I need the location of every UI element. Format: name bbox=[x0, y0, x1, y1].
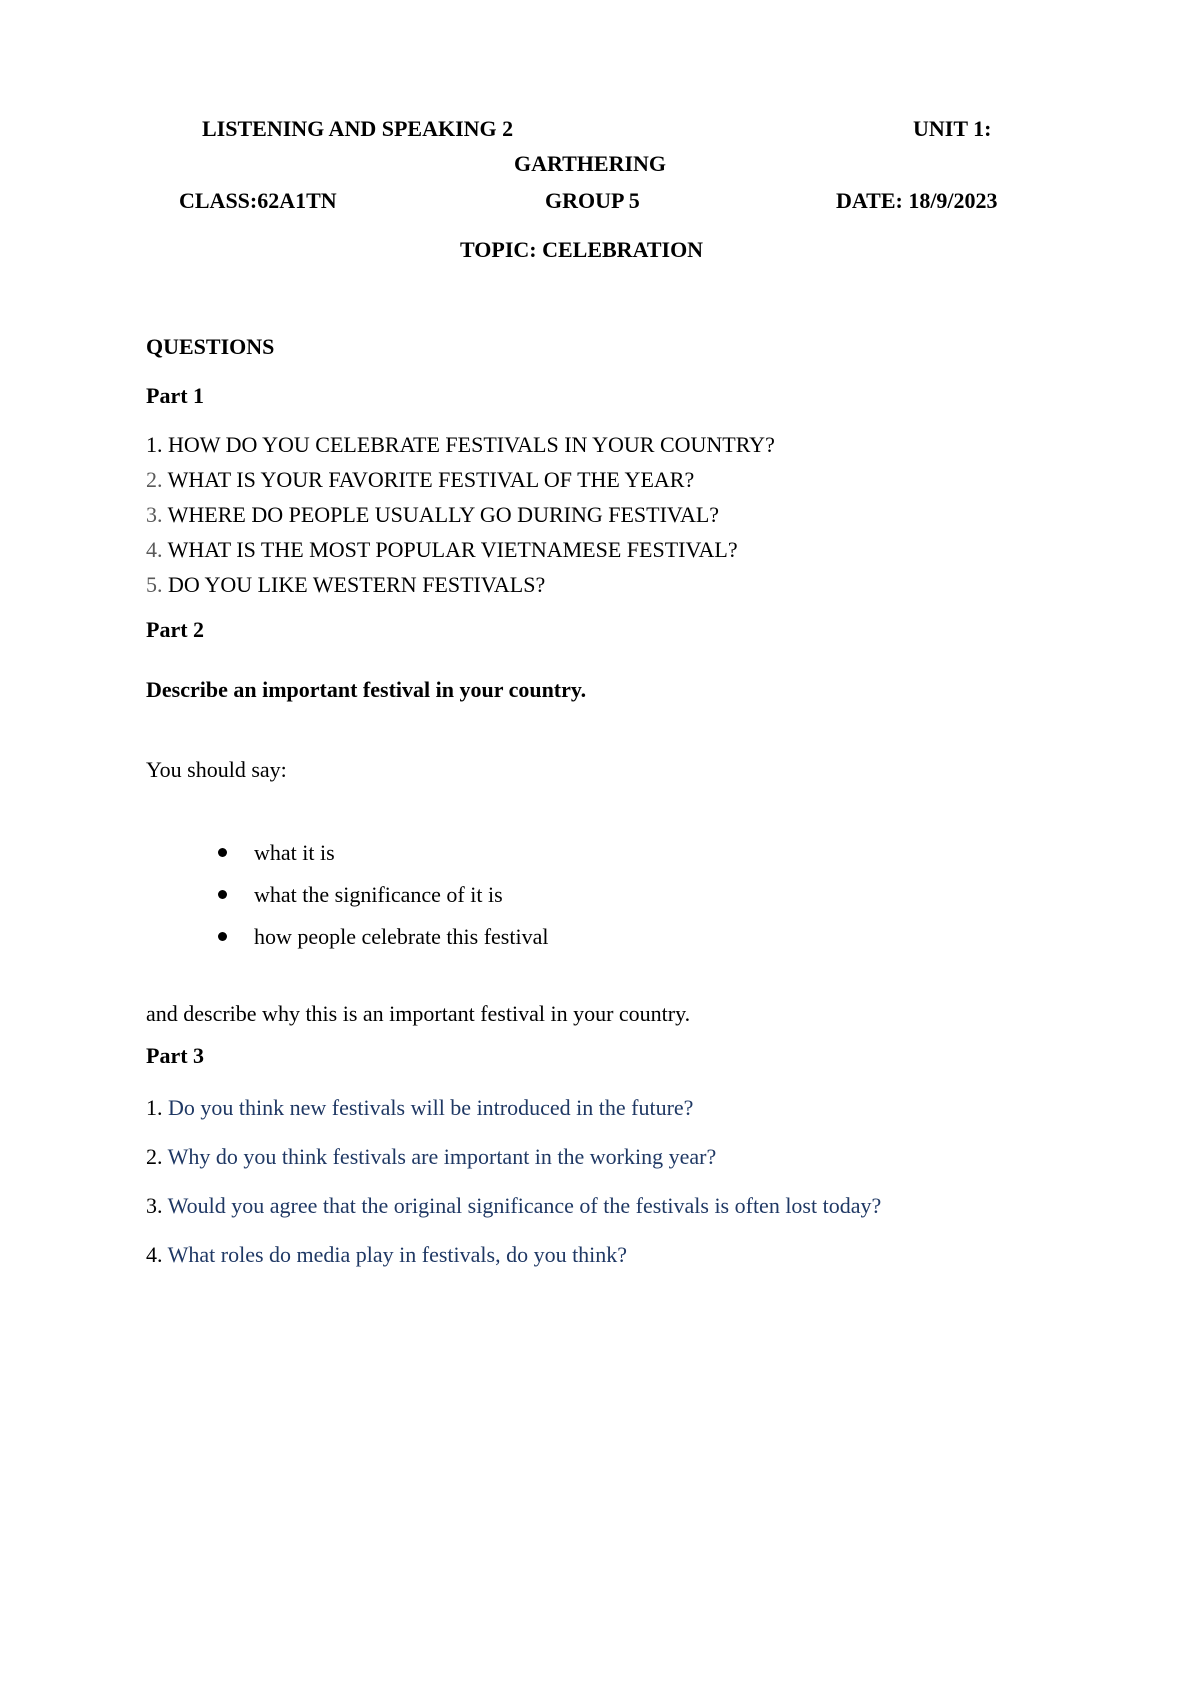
question-text: Do you think new festivals will be introduced in the future? bbox=[168, 1095, 694, 1120]
list-item bbox=[146, 1083, 881, 1132]
question-number: 3. bbox=[146, 1193, 163, 1218]
list-item bbox=[146, 1132, 881, 1181]
bullet-text: what it is bbox=[254, 840, 335, 865]
unit-title: GARTHERING bbox=[514, 151, 667, 176]
questions-heading: QUESTIONS bbox=[146, 334, 275, 359]
list-item bbox=[218, 832, 548, 874]
list-item bbox=[146, 427, 775, 462]
bullet-icon bbox=[218, 848, 227, 857]
list-item bbox=[146, 567, 775, 602]
question-text: DO YOU LIKE WESTERN FESTIVALS? bbox=[168, 572, 546, 597]
question-number: 2. bbox=[146, 467, 163, 492]
list-item bbox=[146, 462, 775, 497]
unit-label: UNIT 1: bbox=[913, 116, 992, 141]
question-number: 3. bbox=[146, 502, 163, 527]
question-text: WHERE DO PEOPLE USUALLY GO DURING FESTIVAL? bbox=[167, 502, 720, 527]
bullet-text: how people celebrate this festival bbox=[254, 924, 549, 949]
question-text: Would you agree that the original significance of the festivals is often lost today? bbox=[167, 1193, 882, 1218]
part1-heading: Part 1 bbox=[146, 383, 205, 408]
course-title: LISTENING AND SPEAKING 2 bbox=[202, 116, 514, 141]
list-item bbox=[218, 874, 548, 916]
list-item bbox=[146, 1230, 881, 1279]
question-text: WHAT IS THE MOST POPULAR VIETNAMESE FESTIVAL? bbox=[167, 537, 738, 562]
list-item bbox=[146, 1181, 881, 1230]
question-text: HOW DO YOU CELEBRATE FESTIVALS IN YOUR COUNTRY? bbox=[168, 432, 775, 457]
bullet-icon bbox=[218, 890, 227, 899]
part2-bullet-list bbox=[218, 832, 548, 958]
part2-closing: and describe why this is an important festival in your country. bbox=[146, 1001, 691, 1026]
question-number: 1. bbox=[146, 432, 163, 457]
list-item bbox=[218, 916, 548, 958]
topic-title: TOPIC: CELEBRATION bbox=[460, 237, 704, 262]
bullet-text: what the significance of it is bbox=[254, 882, 503, 907]
part3-question-list bbox=[146, 1083, 881, 1279]
question-number: 1. bbox=[146, 1095, 163, 1120]
part3-heading: Part 3 bbox=[146, 1043, 205, 1068]
bullet-icon bbox=[218, 932, 227, 941]
part2-prompt: Describe an important festival in your country. bbox=[146, 677, 587, 702]
question-number: 4. bbox=[146, 1242, 163, 1267]
part1-question-list bbox=[146, 427, 775, 602]
date-label: DATE: 18/9/2023 bbox=[836, 188, 998, 213]
question-number: 2. bbox=[146, 1144, 163, 1169]
question-text: WHAT IS YOUR FAVORITE FESTIVAL OF THE YEAR? bbox=[167, 467, 695, 492]
question-text: Why do you think festivals are important in the working year? bbox=[167, 1144, 717, 1169]
list-item bbox=[146, 497, 775, 532]
question-number: 5. bbox=[146, 572, 163, 597]
you-should-say: You should say: bbox=[146, 757, 287, 782]
part2-heading: Part 2 bbox=[146, 617, 205, 642]
list-item bbox=[146, 532, 775, 567]
question-number: 4. bbox=[146, 537, 163, 562]
class-label: CLASS:62A1TN bbox=[179, 188, 337, 213]
question-text: What roles do media play in festivals, do you think? bbox=[167, 1242, 628, 1267]
group-label: GROUP 5 bbox=[545, 188, 640, 213]
